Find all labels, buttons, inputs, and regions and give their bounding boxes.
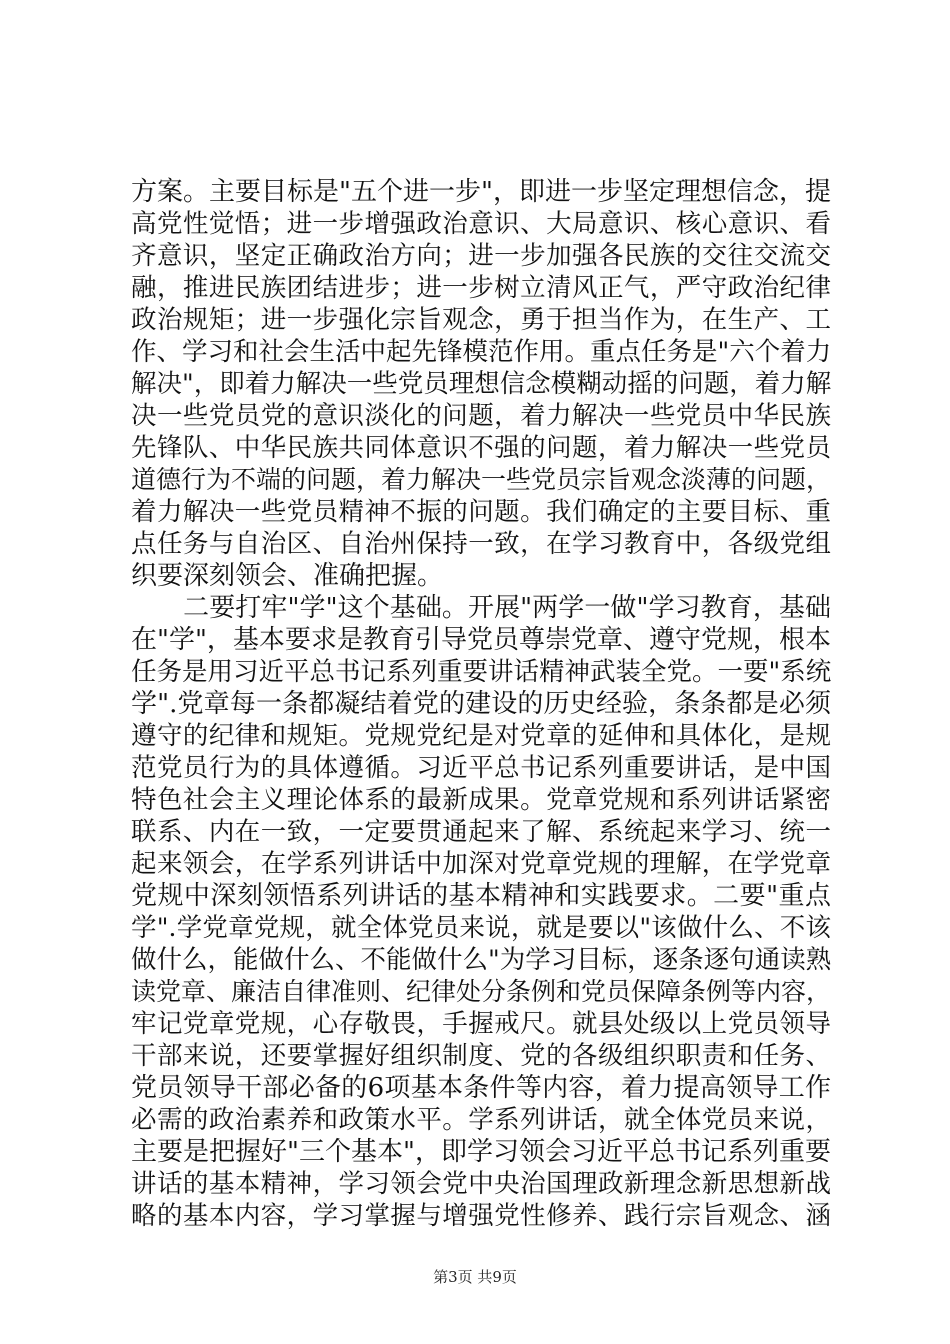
text-line: 先锋队、中华民族共同体意识不强的问题，着力解决一些党员	[131, 433, 831, 463]
page-footer	[0, 1267, 950, 1287]
text-line: 着力解决一些党员精神不振的问题。我们确定的主要目标、重	[131, 497, 831, 527]
text-line: 二要打牢"学"这个基础。开展"两学一做"学习教育，基础	[131, 593, 831, 623]
text-line: 道德行为不端的问题，着力解决一些党员宗旨观念淡薄的问题，	[131, 465, 832, 494]
text-line: 略的基本内容，学习掌握与增强党性修养、践行宗旨观念、涵	[131, 1201, 831, 1231]
text-line: 融，推进民族团结进步；进一步树立清风正气，严守政治纪律	[131, 273, 831, 303]
text-line: 遵守的纪律和规矩。党规党纪是对党章的延伸和具体化，是规	[131, 721, 831, 751]
text-line: 牢记党章党规，心存敬畏，手握戒尺。就县处级以上党员领导	[131, 1009, 831, 1039]
body-text	[131, 176, 831, 1232]
text-line: 作、学习和社会生活中起先锋模范作用。重点任务是"六个着力	[131, 337, 832, 367]
text-line: 主要是把握好"三个基本"，即学习领会习近平总书记系列重要	[131, 1137, 831, 1167]
text-line: 决一些党员党的意识淡化的问题，着力解决一些党员中华民族	[131, 401, 831, 431]
text-line: 讲话的基本精神，学习领会党中央治国理政新理念新思想新战	[131, 1169, 831, 1199]
text-line: 齐意识，坚定正确政治方向；进一步加强各民族的交往交流交	[131, 241, 831, 271]
text-line: 点任务与自治区、自治州保持一致，在学习教育中，各级党组	[131, 529, 831, 559]
text-line: 党规中深刻领悟系列讲话的基本精神和实践要求。二要"重点	[131, 881, 831, 911]
text-line: 特色社会主义理论体系的最新成果。党章党规和系列讲话紧密	[131, 785, 831, 815]
text-line: 任务是用习近平总书记系列重要讲话精神武装全党。一要"系统	[131, 657, 832, 687]
text-line: 干部来说，还要掌握好组织制度、党的各级组织职责和任务、	[131, 1041, 831, 1071]
text-line: 在"学"，基本要求是教育引导党员尊崇党章、遵守党规，根本	[131, 625, 831, 655]
text-line: 读党章、廉洁自律准则、纪律处分条例和党员保障条例等内容，	[131, 977, 832, 1006]
text-line: 学".党章每一条都凝结着党的建设的历史经验，条条都是必须	[131, 689, 831, 719]
text-line: 党员领导干部必备的6项基本条件等内容，着力提高领导工作	[131, 1073, 831, 1103]
text-line: 联系、内在一致，一定要贯通起来了解、系统起来学习、统一	[131, 817, 831, 847]
text-line: 学".学党章党规，就全体党员来说，就是要以"该做什么、不该	[131, 913, 831, 943]
text-line: 范党员行为的具体遵循。习近平总书记系列重要讲话，是中国	[131, 753, 831, 783]
text-line: 高党性觉悟；进一步增强政治意识、大局意识、核心意识、看	[131, 209, 831, 239]
text-line: 起来领会，在学系列讲话中加深对党章党规的理解，在学党章	[131, 849, 831, 879]
text-line: 做什么，能做什么、不能做什么"为学习目标，逐条逐句通读熟	[131, 945, 832, 975]
page-number-label: 第3页 共9页	[433, 1268, 517, 1286]
text-line: 政治规矩；进一步强化宗旨观念，勇于担当作为，在生产、工	[131, 305, 831, 335]
text-line: 解决"，即着力解决一些党员理想信念模糊动摇的问题，着力解	[131, 369, 832, 399]
text-line: 方案。主要目标是"五个进一步"，即进一步坚定理想信念，提	[131, 177, 831, 207]
text-line: 织要深刻领会、准确把握。	[131, 561, 444, 591]
text-line: 必需的政治素养和政策水平。学系列讲话，就全体党员来说，	[131, 1105, 831, 1135]
